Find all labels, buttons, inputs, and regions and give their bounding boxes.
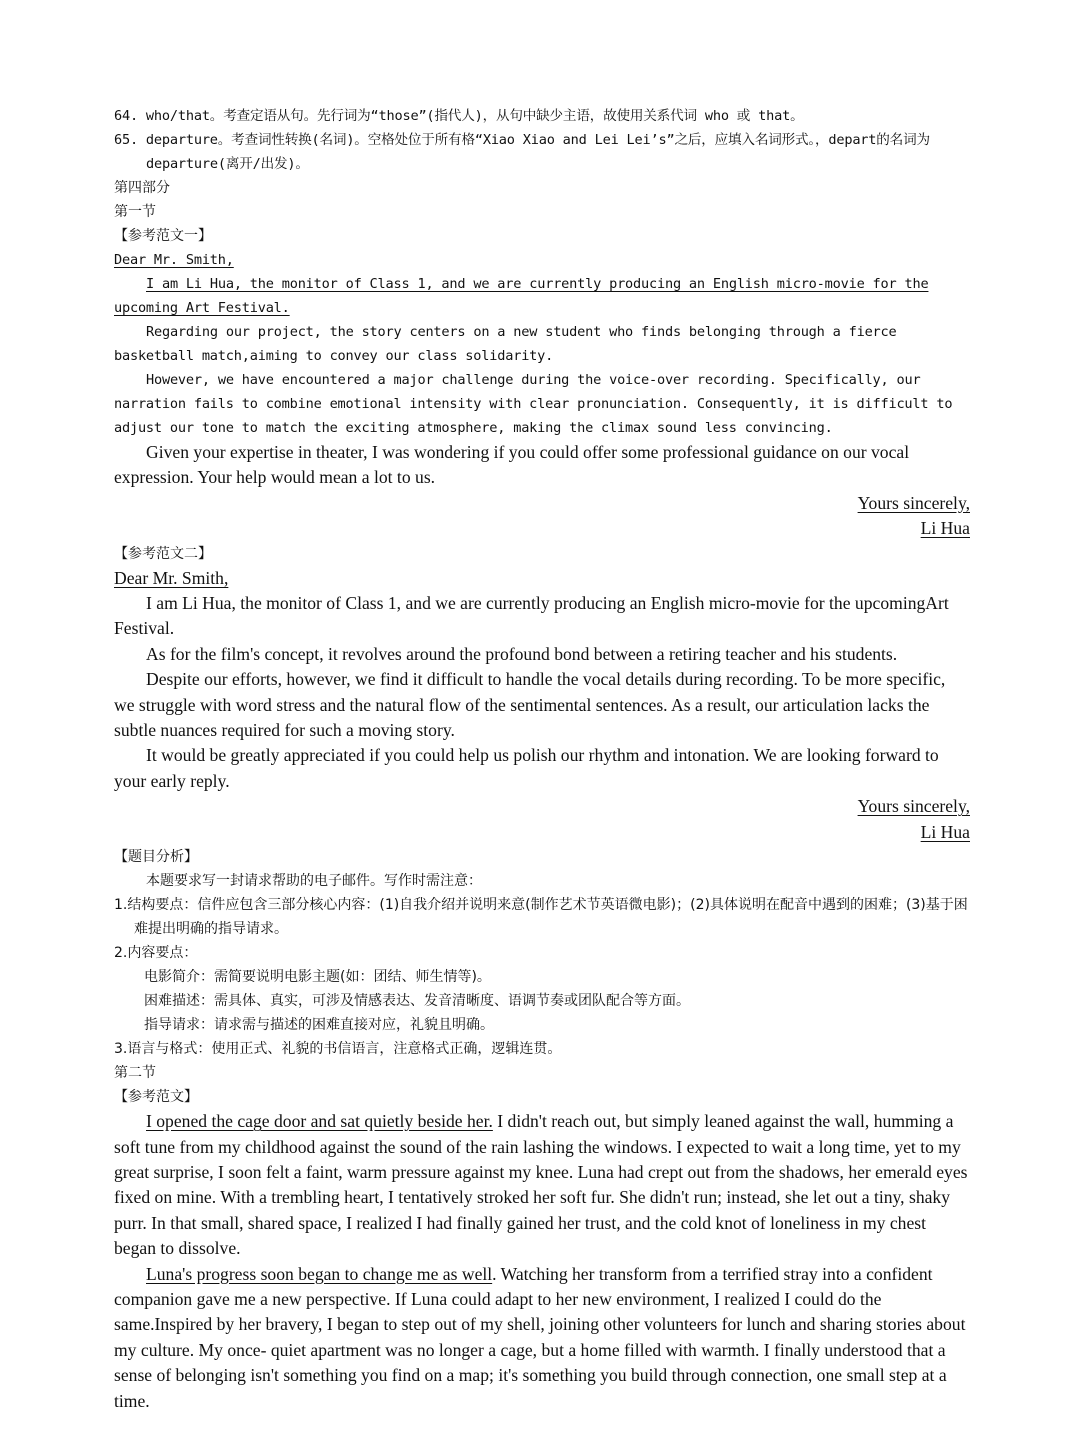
sample2-greeting [114, 566, 970, 591]
sample-label-1: 【参考范文一】 [114, 228, 212, 244]
sample1-paragraph-4: Given your expertise in theater, I was wondering if you could offer some professional guidance on our vocal expression. Your help would mean a lot to us. [114, 442, 910, 488]
sample2-greeting-text: Dear Mr. Smith, [114, 567, 229, 588]
analysis-point-2c: 指导请求：请求需与描述的困难直接对应，礼貌且明确。 [144, 1017, 494, 1034]
sample-label-2: 【参考范文二】 [114, 545, 212, 562]
sample3-paragraph-2 [114, 1262, 970, 1414]
sample2-closing-text: Yours sincerely, [857, 796, 970, 817]
sample2-paragraph-2: As for the film's concept, it revolves around the profound bond between a retiring teacher and his students. [146, 643, 898, 664]
sample1-greeting [114, 248, 970, 272]
sample1-paragraph-1 [114, 272, 970, 320]
analysis-point-2: 2.内容要点： [114, 945, 198, 962]
sample3-paragraph-1-rest: I didn't reach out, but simply leaned against the wall, humming a soft tune from my childhood against the sound of the rain lashing the windows. I expected to wait a long time, yet to my great surprise, I soon felt a faint, warm pressure against my knee. Luna had crept out from the shadows, her emerald eyes fixed on mine. With a trembling heart, I tentatively stroked her soft fur. She didn't run; instead, she let out a tiny, shaky purr. In that small, shared space, I realized I had finally gained her trust, and the cold knot of loneliness in my chest began to dissolve. [114, 1111, 968, 1259]
sample2-paragraph-1: I am Li Hua, the monitor of Class 1, and we are currently producing an English micro-movie for the upcomingArt Festival. [114, 593, 949, 639]
sample1-signature [114, 516, 970, 541]
sample1-paragraph-1-text: I am Li Hua, the monitor of Class 1, and we are currently producing an English micro-movie for the upcoming Art Festival. [114, 276, 929, 316]
analysis-label: 【题目分析】 [114, 849, 198, 866]
analysis-intro: 本题要求写一封请求帮助的电子邮件。写作时需注意： [146, 873, 482, 890]
document-page [114, 104, 970, 1414]
sample1-closing [114, 491, 970, 516]
sample3-paragraph-1-lead: I opened the cage door and sat quietly beside her. [146, 1111, 493, 1132]
section-heading-1: 第一节 [114, 204, 156, 220]
analysis-point-1: 1.结构要点：信件应包含三部分核心内容：(1)自我介绍并说明来意(制作艺术节英语微电影)；(2)具体说明在配音中遇到的困难；(3)基于困难提出明确的指导请求。 [114, 897, 968, 938]
sample2-paragraph-4: It would be greatly appreciated if you could help us polish our rhythm and intonation. We are looking forward to your early reply. [114, 745, 939, 791]
part-heading: 第四部分 [114, 180, 170, 196]
analysis-point-3: 3.语言与格式：使用正式、礼貌的书信语言，注意格式正确，逻辑连贯。 [114, 1041, 562, 1058]
sample1-paragraph-2: Regarding our project, the story centers on a new student who finds belonging through a fierce basketball match,aiming to convey our class solidarity. [114, 324, 897, 364]
sample1-greeting-text: Dear Mr. Smith, [114, 252, 234, 268]
sample-label-3: 【参考范文】 [114, 1089, 198, 1106]
sample2-signature-text: Li Hua [920, 821, 970, 842]
sample3-paragraph-2-lead: Luna's progress soon began to change me as well [146, 1263, 493, 1284]
analysis-point-2a: 电影简介：需简要说明电影主题(如：团结、师生情等)。 [144, 969, 491, 986]
answer-65: 65. departure。考查词性转换(名词)。空格处位于所有格“Xiao Xiao and Lei Lei’s”之后，应填入名词形式。，depart的名词为 departure(离开/出发)。 [114, 132, 930, 172]
sample1-signature-text: Li Hua [920, 518, 970, 539]
sample1-closing-text: Yours sincerely, [857, 492, 970, 513]
sample2-signature [114, 820, 970, 845]
sample1-paragraph-3: However, we have encountered a major challenge during the voice-over recording. Specifically, our narration fails to combine emotional intensity with clear pronunciation. Consequently, it is difficult to adjust our tone to match the exciting atmosphere, making the climax sound less convincing. [114, 372, 953, 436]
analysis-point-2b: 困难描述：需具体、真实，可涉及情感表达、发音清晰度、语调节奏或团队配合等方面。 [144, 993, 690, 1010]
sample2-paragraph-3: Despite our efforts, however, we find it difficult to handle the vocal details during recording. To be more specific, we struggle with word stress and the natural flow of the sentimental sentences. As a result, our articulation lacks the subtle nuances required for such a moving story. [114, 669, 946, 741]
sample3-paragraph-1 [114, 1109, 970, 1261]
answer-64: 64. who/that。考查定语从句。先行词为“those”(指代人)，从句中缺少主语，故使用关系代词 who 或 that。 [114, 108, 804, 124]
section-heading-2: 第二节 [114, 1065, 156, 1082]
sample3-paragraph-2-rest: . Watching her transform from a terrified stray into a confident companion gave me a new perspective. If Luna could adapt to her new environment, I realized I could do the same.Inspired by her bravery, I began to step out of my shell, joining other volunteers for lunch and sharing stories about my culture. My once- quiet apartment was no longer a cage, but a home filled with warmth. I finally understood that a sense of belonging isn't something you find on a map; it's something you build through connection, one small step at a time. [114, 1263, 966, 1411]
sample2-closing [114, 794, 970, 819]
